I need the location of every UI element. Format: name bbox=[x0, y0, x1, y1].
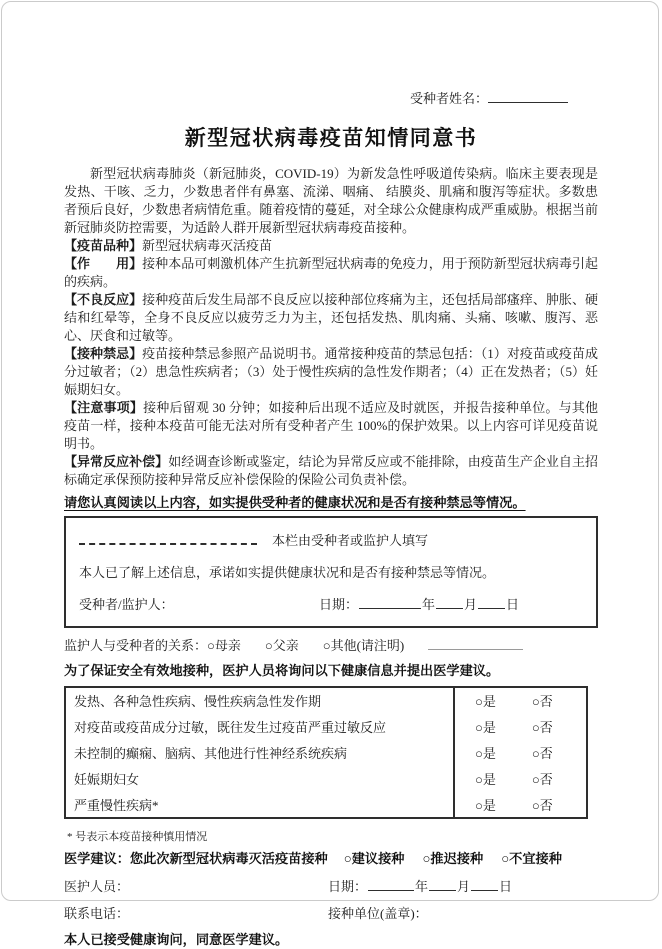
table-row bbox=[66, 740, 586, 766]
caution-footnote: * 号表示本疫苗接种慎用情况 bbox=[67, 830, 208, 843]
staff-label: 医护人员： bbox=[64, 878, 130, 894]
radio-option-yes[interactable]: ○是 bbox=[475, 771, 496, 787]
section-label: 【作 用】 bbox=[64, 256, 143, 271]
day-blank[interactable] bbox=[478, 596, 505, 609]
intro-paragraph: 新型冠状病毒肺炎（新冠肺炎，COVID-19）为新发急性呼吸道传染病。临床主要表现是发热、干咳、乏力，少数患者伴有鼻塞、流涕、咽痛、 结膜炎、肌痛和腹泻等症状。多数患者预后良好，少数患者病情危重。随着疫情的蔓延，对全球公众健康构成严重威胁。根据当前新冠肺炎防控需要，为适龄人群开展新型冠状病毒疫苗接种。 bbox=[64, 166, 598, 235]
radio-option-yes[interactable]: ○是 bbox=[475, 720, 496, 736]
section-compensation bbox=[64, 453, 598, 489]
day-label: 日 bbox=[506, 597, 520, 612]
patient-name-row bbox=[64, 88, 598, 107]
section-label: 【疫苗品种】 bbox=[64, 238, 143, 253]
section-text: 疫苗接种禁忌参照产品说明书。通常接种疫苗的禁忌包括：（1）对疫苗或疫苗成分过敏者；（2）患急性疾病者；（3）处于慢性疾病的急性发作期者；（4）正在发热者；（5）妊娠期妇女。 bbox=[64, 346, 598, 397]
health-question: 发热、各种急性疾病、慢性疾病急性发作期 bbox=[74, 694, 322, 710]
radio-option-mother[interactable]: ○母亲 bbox=[207, 638, 241, 653]
unit-label: 接种单位(盖章)： bbox=[328, 905, 428, 921]
section-label: 【注意事项】 bbox=[64, 400, 144, 415]
consent-date-group bbox=[319, 594, 519, 613]
date-label: 日期： bbox=[319, 597, 359, 612]
month-blank[interactable] bbox=[429, 878, 456, 891]
answer-cell bbox=[453, 765, 586, 791]
month-blank[interactable] bbox=[436, 596, 463, 609]
day-blank[interactable] bbox=[471, 878, 498, 891]
radio-option-unsuitable[interactable]: ○不宜接种 bbox=[501, 850, 562, 866]
health-inquiry-notice: 为了保证安全有效地接种，医护人员将询问以下健康信息并提出医学建议。 bbox=[64, 663, 500, 678]
answer-cell bbox=[453, 740, 586, 766]
radio-option-yes[interactable]: ○是 bbox=[475, 745, 496, 761]
read-carefully-notice: 请您认真阅读以上内容，如实提供受种者的健康状况和是否有接种禁忌等情况。 bbox=[64, 495, 526, 510]
answer-cell bbox=[453, 714, 586, 740]
medical-advice-row bbox=[64, 850, 598, 868]
consent-form-page bbox=[1, 1, 659, 947]
month-label: 月 bbox=[457, 878, 471, 894]
box-header-label: 本栏由受种者或监护人填写 bbox=[272, 533, 429, 548]
health-question: 妊娠期妇女 bbox=[74, 771, 140, 787]
table-row bbox=[66, 765, 586, 791]
section-contraindications bbox=[64, 345, 598, 399]
box-signature-row bbox=[79, 594, 583, 613]
radio-option-no[interactable]: ○否 bbox=[531, 771, 553, 787]
section-text: 接种本品可刺激机体产生抗新型冠状病毒的免疫力，用于预防新型冠状病毒引起的疾病。 bbox=[64, 256, 598, 289]
answer-cell bbox=[453, 688, 586, 714]
radio-option-postpone[interactable]: ○推迟接种 bbox=[422, 850, 484, 866]
phone-row bbox=[64, 903, 598, 922]
health-question-table bbox=[64, 686, 588, 819]
radio-option-no[interactable]: ○否 bbox=[531, 797, 553, 813]
patient-name-blank[interactable] bbox=[488, 90, 568, 103]
box-header-row bbox=[79, 530, 583, 549]
form-body bbox=[64, 165, 598, 489]
year-label: 年 bbox=[415, 878, 429, 894]
recipient-fill-box bbox=[64, 516, 598, 628]
year-blank[interactable] bbox=[359, 596, 421, 609]
radio-option-father[interactable]: ○父亲 bbox=[264, 638, 299, 653]
answer-cell bbox=[453, 791, 586, 817]
phone-label: 联系电话： bbox=[64, 905, 130, 921]
year-label: 年 bbox=[422, 597, 436, 612]
section-adverse-reactions bbox=[64, 291, 598, 345]
radio-option-no[interactable]: ○否 bbox=[531, 745, 553, 761]
section-text: 新型冠状病毒灭活疫苗 bbox=[142, 238, 273, 253]
signature-dash-line bbox=[79, 536, 257, 545]
section-vaccine-type bbox=[64, 237, 598, 255]
medical-advice-label: 医学建议：您此次新型冠状病毒灭活疫苗接种 bbox=[64, 850, 328, 866]
table-row bbox=[66, 688, 586, 714]
relation-other-blank[interactable] bbox=[428, 637, 523, 650]
form-content bbox=[2, 2, 658, 949]
final-agreement-statement: 本人已接受健康询问，同意医学建议。 bbox=[64, 931, 289, 947]
consent-statement: 本人已了解上述信息，承诺如实提供健康状况和是否有接种禁忌等情况。 bbox=[79, 565, 496, 580]
section-text: 接种后留观 30 分钟；如接种后出现不适应及时就医，并报告接种单位。与其他疫苗一样，接种本疫苗可能无法对所有受种者产生 100%的保护效果。以上内容可详见疫苗说明书。 bbox=[64, 400, 598, 451]
section-precautions bbox=[64, 399, 598, 453]
month-label: 月 bbox=[464, 597, 478, 612]
health-question: 对疫苗或疫苗成分过敏，既往发生过疫苗严重过敏反应 bbox=[74, 720, 387, 736]
relation-label: 监护人与受种者的关系： bbox=[64, 638, 208, 653]
staff-date-group bbox=[328, 876, 512, 895]
radio-option-no[interactable]: ○否 bbox=[531, 694, 553, 710]
day-label: 日 bbox=[499, 878, 513, 894]
section-label: 【不良反应】 bbox=[64, 292, 143, 307]
radio-option-other[interactable]: ○其他(请注明) bbox=[322, 638, 405, 653]
year-blank[interactable] bbox=[368, 878, 414, 891]
guardian-relation-row bbox=[64, 635, 598, 654]
box-statement-row bbox=[79, 562, 583, 581]
table-row bbox=[66, 791, 586, 817]
section-label: 【接种禁忌】 bbox=[64, 346, 143, 361]
table-row bbox=[66, 714, 586, 740]
radio-option-yes[interactable]: ○是 bbox=[475, 694, 496, 710]
section-label: 【异常反应补偿】 bbox=[64, 454, 169, 469]
signer-label: 受种者/监护人： bbox=[79, 597, 174, 612]
health-question: 严重慢性疾病* bbox=[74, 797, 159, 813]
patient-name-label: 受种者姓名： bbox=[409, 91, 488, 106]
health-question: 未控制的癫痫、脑病、其他进行性神经系统疾病 bbox=[74, 745, 348, 761]
section-text: 接种疫苗后发生局部不良反应以接种部位疼痛为主，还包括局部瘙痒、肿胀、硬结和红晕等，全身不良反应以疲劳乏力为主，还包括发热、肌肉痛、头痛、咳嗽、腹泻、恶心、厌食和过敏等。 bbox=[64, 292, 598, 343]
form-title: 新型冠状病毒疫苗知情同意书 bbox=[184, 127, 478, 150]
section-effect bbox=[64, 255, 598, 291]
radio-option-recommend[interactable]: ○建议接种 bbox=[343, 850, 405, 866]
date-label: 日期： bbox=[328, 878, 368, 894]
staff-row bbox=[64, 876, 598, 895]
radio-option-yes[interactable]: ○是 bbox=[475, 797, 496, 813]
radio-option-no[interactable]: ○否 bbox=[531, 720, 553, 736]
section-text: 如经调查诊断或鉴定，结论为异常反应或不能排除，由疫苗生产企业自主招标确定承保预防接种异常反应补偿保险的保险公司负责补偿。 bbox=[64, 454, 598, 487]
